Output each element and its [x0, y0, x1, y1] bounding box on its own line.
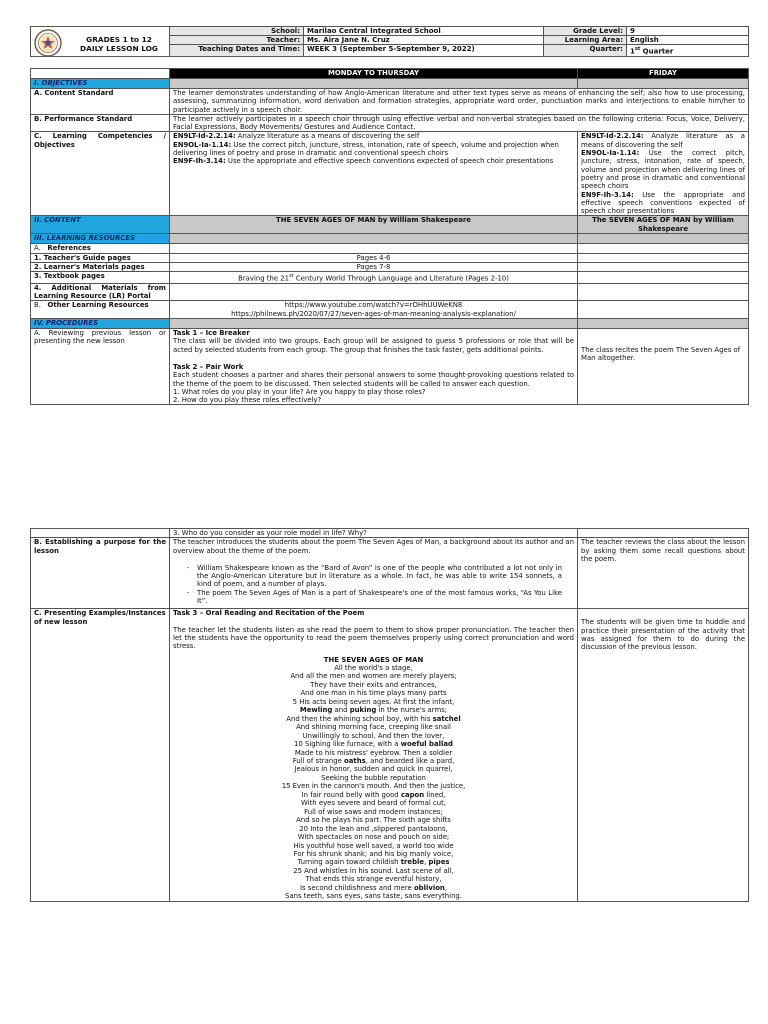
- question-3: 3. Who do you consider as your role model in life? Why?: [170, 529, 578, 538]
- competencies-label: C. Learning Competencies / Objectives: [31, 132, 170, 216]
- competency-fri-1: EN9LT-Id-2.2.14: Analyze literature as a means of discovering the self: [581, 132, 745, 149]
- resource-link-philnews[interactable]: https://philnews.ph/2020/07/27/seven-ages-of-man-meaning-analysis-explanation/: [231, 309, 516, 318]
- poem-vocabulary-word: oaths: [344, 757, 366, 765]
- task-3-text: The teacher let the students listen as she read the poem to them to show proper pronunciation. The teacher then let the students have the opportunity to read the poem themselves properly using correct pronunciation and word stress.: [173, 625, 574, 651]
- poem-line: [173, 782, 574, 790]
- poem-line: [173, 664, 574, 672]
- poem-text: And shining morning face, creeping like snail: [296, 723, 451, 732]
- poem-line: [173, 757, 574, 765]
- poem-text: 15 Even in the cannon's mouth. And then the justice,: [281, 782, 466, 791]
- poem-text: And one man in his time plays many parts: [300, 689, 447, 698]
- poem-text: Unwillingly to school. And then the lover,: [302, 731, 445, 740]
- poem-vocabulary-word: woeful ballad: [400, 740, 453, 749]
- references-label: A. References: [31, 244, 170, 253]
- procedure-a-label: A. Reviewing previous lesson or presenting the new lesson: [31, 329, 170, 405]
- poem-text: They have their exits and entrances,: [310, 680, 437, 689]
- poem-line: [173, 732, 574, 740]
- author-background-list: [173, 564, 574, 605]
- poem: [173, 656, 574, 901]
- procedure-b-fri: The teacher reviews the class about the lesson by asking them some recall questions about the poem.: [578, 538, 749, 609]
- poem-line: [173, 765, 574, 773]
- poem-line: [173, 850, 574, 858]
- poem-line: [173, 825, 574, 833]
- poem-vocabulary-word: pipes: [428, 858, 450, 867]
- content-heading: II. CONTENT: [31, 216, 170, 234]
- poem-line: [173, 689, 574, 697]
- competency-1: EN9LT-Id-2.2.14: Analyze literature as a means of discovering the self: [173, 132, 420, 141]
- poem-line: [173, 875, 574, 883]
- author-background-item: - The poem The Seven Ages of Man is a part of Shakespeare's one of the most famous works, “As You Like It”.: [197, 589, 574, 606]
- learners-materials-pages: Pages 7-8: [170, 262, 578, 271]
- poem-line: [173, 698, 574, 706]
- poem-text: ,: [424, 858, 429, 867]
- task-3-title: Task 3 – Oral Reading and Recitation of the Poem: [173, 609, 365, 618]
- school-label: School:: [170, 27, 304, 36]
- teaching-dates-value: WEEK 3 (September 5-September 9, 2022): [304, 45, 544, 57]
- poem-line: [173, 740, 574, 748]
- teachers-guide-label: 1. Teacher's Guide pages: [31, 253, 170, 262]
- procedure-a-mon-thu: [170, 329, 578, 405]
- additional-materials-label: 4. Additional Materials from Learning Resource (LR) Portal: [31, 283, 170, 301]
- day-header-fri: FRIDAY: [578, 68, 749, 78]
- poem-vocabulary-word: Mewling: [299, 706, 333, 715]
- deped-seal-icon: [34, 29, 62, 57]
- learning-resources-heading: III. LEARNING RESOURCES: [31, 234, 170, 244]
- procedure-b-mon-thu: [170, 538, 578, 609]
- poem-line: [173, 808, 574, 816]
- poem-text: 25 And whistles in his sound. Last scene of all,: [293, 866, 454, 875]
- task-1-text: The class will be divided into two groups. Each group will be assigned to guess 5 professions or role that will be acted by selected students from each group. The group that finishes the task faster, gets additional points.: [173, 337, 574, 354]
- poem-text: Full of strange: [292, 757, 345, 765]
- textbook-pages: Braving the 21st Century World Through Language and Literature (Pages 2-10): [170, 272, 578, 284]
- quarter-value: 1st Quarter: [627, 45, 749, 57]
- lesson-log-page-2: [30, 528, 748, 902]
- learning-area-value: English: [627, 36, 749, 45]
- poem-text: , and bearded like a pard,: [365, 757, 455, 765]
- quarter-label: Quarter:: [544, 45, 627, 57]
- competencies-mon-thu: [170, 132, 578, 216]
- competencies-fri: [578, 132, 749, 216]
- poem-line: [173, 774, 574, 782]
- poem-lines: [173, 664, 574, 901]
- content-title-fri: The SEVEN AGES OF MAN by William Shakespeare: [578, 216, 749, 234]
- poem-line: [173, 749, 574, 757]
- poem-line: [173, 867, 574, 875]
- procedure-c-fri: The students will be given time to huddle and practice their presentation of the activity that was assigned for them to do during the discussion of the previous lesson.: [578, 609, 749, 901]
- poem-text: Full of wise saws and modern instances;: [304, 807, 443, 816]
- poem-text: Jealous in honor, sudden and quick in quarrel,: [294, 765, 453, 774]
- teachers-guide-pages: Pages 4-6: [170, 253, 578, 262]
- poem-line: [173, 672, 574, 680]
- poem-text: 20 Into the lean and ,slippered pantaloons,: [299, 824, 448, 833]
- poem-text: His youthful hose well saved, a world too wide: [293, 841, 454, 850]
- poem-vocabulary-word: satchel: [432, 714, 461, 723]
- poem-text: lined,: [424, 790, 446, 799]
- learning-area-label: Learning Area:: [544, 36, 627, 45]
- other-resources-label: B. Other Learning Resources: [31, 301, 170, 319]
- poem-line: [173, 816, 574, 824]
- log-title: [69, 35, 169, 53]
- poem-text: and: [332, 706, 350, 715]
- poem-text: That ends this strange eventful history,: [305, 875, 442, 884]
- procedures-heading: IV. PROCEDURES: [31, 319, 170, 329]
- teacher-label: Teacher:: [170, 36, 304, 45]
- poem-vocabulary-word: puking: [349, 706, 377, 715]
- poem-vocabulary-word: oblivion: [413, 883, 445, 892]
- poem-text: All the world's a stage,: [334, 664, 413, 673]
- poem-text: With eyes severe and beard of formal cut,: [301, 799, 446, 808]
- grade-level-value: 9: [627, 27, 749, 36]
- poem-text: Turning again toward childish: [297, 858, 401, 867]
- competency-fri-2: EN9OL-Ia-1.14: Use the correct pitch, juncture, stress, intonation, rate of speech, volume and projection when delivering lines of poetry and prose in dramatic and conventional speech choirs: [581, 149, 745, 191]
- competency-2: EN9OL-Ia-1.14: Use the correct pitch, juncture, stress, intonation, rate of speech, volume and projection when delivering lines of poetry and prose in dramatic and conventional speech choirs: [173, 140, 559, 158]
- content-title-mon-thu: THE SEVEN AGES OF MAN by William Shakespeare: [170, 216, 578, 234]
- poem-text: And so he plays his part. The sixth age shifts: [296, 816, 451, 825]
- day-header-mon-thu: MONDAY TO THURSDAY: [170, 68, 578, 78]
- procedure-b-text: The teacher introduces the students about the poem The Seven Ages of Man, a background about its author and an overview about the theme of the poem.: [173, 538, 574, 555]
- poem-line: [173, 892, 574, 900]
- author-background-item: - William Shakespeare known as the “Bard of Avon” is one of the people who contributed a lot not only in the Anglo-American Literature but in literature as a whole. In fact, he was able to write 154 sonnets, a kind of poem, and a number of plays.: [197, 564, 574, 589]
- poem-text: With spectacles on nose and pouch on side;: [297, 833, 450, 842]
- poem-text: 5 His acts being seven ages. At first the infant,: [292, 697, 455, 706]
- poem-text: Made to his mistress' eyebrow. Then a soldier: [294, 748, 453, 757]
- poem-text: For his shrunk shank; and his big manly voice,: [293, 849, 454, 858]
- grade-level-label: Grade Level:: [544, 27, 627, 36]
- log-title-line-1: GRADES 1 to 12: [86, 35, 152, 44]
- poem-line: [173, 723, 574, 731]
- poem-line: [173, 799, 574, 807]
- task-2-text: Each student chooses a partner and shares their personal answers to some thought-provoking questions related to the theme of the poem to be discussed. Then selected students will be called to answer each question.: [173, 371, 574, 388]
- poem-text: And then the whining school boy, with his: [286, 714, 433, 723]
- poem-text: And all the men and women are merely players;: [290, 672, 457, 681]
- poem-text: Is second childishness and mere: [299, 883, 414, 892]
- content-standard-text: The learner demonstrates understanding of how Anglo-American literature and other text types serve as means of enhancing the self; also how to use processing, assessing, summarizing information, word derivation and formation strategies, appropriate word order, punctuation marks and interjections to enable him/her to participate actively in a speech choir.: [170, 88, 749, 114]
- procedure-a-fri: The class recites the poem The Seven Ages of Man altogether.: [578, 329, 749, 405]
- textbook-label: 3. Textbook pages: [31, 272, 170, 284]
- poem-title: THE SEVEN AGES OF MAN: [323, 655, 424, 664]
- poem-line: [173, 681, 574, 689]
- poem-text: Seeking the bubble reputation: [321, 773, 426, 782]
- poem-vocabulary-word: treble: [400, 858, 425, 867]
- content-standard-label: A. Content Standard: [31, 88, 170, 114]
- objectives-heading: I. OBJECTIVES: [31, 78, 170, 88]
- other-resources-links: [170, 301, 578, 319]
- poem-line: [173, 858, 574, 866]
- header-logo-cell: [31, 27, 170, 57]
- log-title-line-2: DAILY LESSON LOG: [80, 44, 158, 53]
- competency-3: EN9F-Ih-3.14: Use the appropriate and effective speech conventions expected of speech choir presentations: [173, 157, 554, 166]
- header-table: [30, 26, 749, 57]
- procedure-c-label: C. Presenting Examples/Instances of new lesson: [31, 609, 170, 901]
- lesson-plan-table: [30, 68, 749, 406]
- poem-text: 10 Sighing like furnace, with a: [294, 740, 401, 749]
- poem-line: [173, 842, 574, 850]
- poem-line: [173, 884, 574, 892]
- poem-vocabulary-word: capon: [400, 790, 425, 799]
- poem-line: [173, 833, 574, 841]
- task-2-title: Task 2 – Pair Work: [173, 362, 244, 371]
- poem-text: in the nurse's arms;: [376, 706, 448, 715]
- poem-line: [173, 715, 574, 723]
- poem-text: ,: [444, 883, 448, 892]
- procedure-b-label: B. Establishing a purpose for the lesson: [31, 538, 170, 609]
- poem-text: Sans teeth, sans eyes, sans taste, sans everything.: [285, 892, 462, 901]
- performance-standard-label: B. Performance Standard: [31, 114, 170, 132]
- lesson-plan-table-continued: [30, 528, 749, 902]
- teacher-value: Ms. Aira Jane N. Cruz: [304, 36, 544, 45]
- task-1-title: Task 1 – Ice Breaker: [173, 329, 250, 338]
- competency-fri-3: EN9F-Ih-3.14: Use the appropriate and effective speech conventions expected of speech choir presentations: [581, 190, 745, 216]
- resource-link-youtube[interactable]: https://www.youtube.com/watch?v=rOHhUUWeKN8: [284, 301, 463, 310]
- procedure-c-mon-thu: [170, 609, 578, 901]
- teaching-dates-label: Teaching Dates and Time:: [170, 45, 304, 57]
- lesson-log-page-1: [30, 26, 748, 405]
- school-value: Marilao Central Integrated School: [304, 27, 544, 36]
- performance-standard-text: The learner actively participates in a speech choir through using effective verbal and non-verbal strategies based on the following criteria: Focus, Voice, Delivery, Facial Expressions, Body Movements/ Gestures and Audience Contact.: [170, 114, 749, 132]
- poem-line: [173, 791, 574, 799]
- question-1: 1. What roles do you play in your life? Are you happy to play those roles?: [173, 387, 426, 396]
- poem-text: In fair round belly with good: [301, 790, 401, 799]
- poem-line: [173, 706, 574, 714]
- learners-materials-label: 2. Learner's Materials pages: [31, 262, 170, 271]
- question-2: 2. How do you play these roles effectively?: [173, 396, 322, 405]
